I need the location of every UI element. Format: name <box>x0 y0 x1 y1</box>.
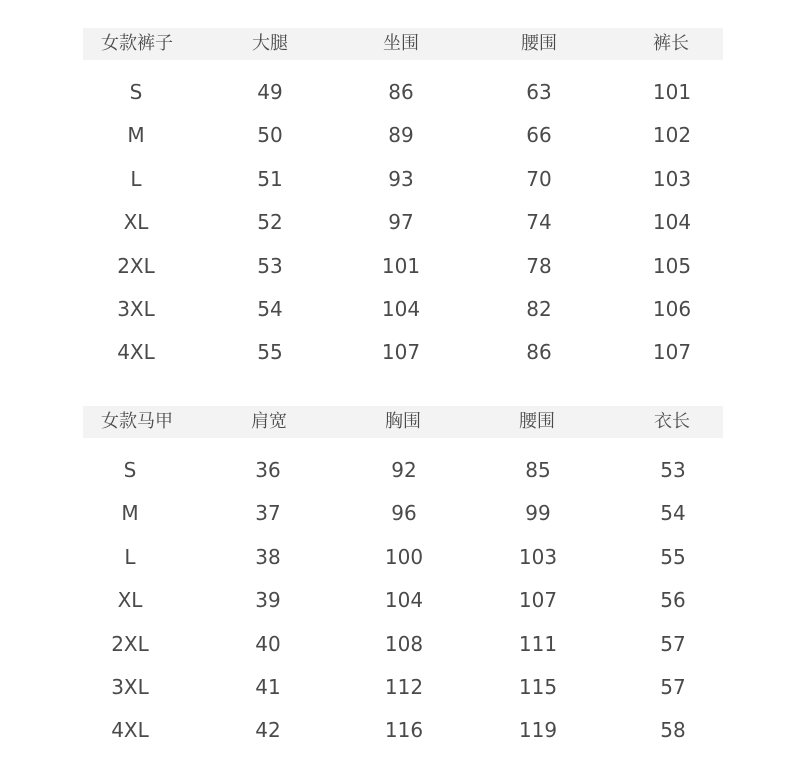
header-cell-length: 衣长 <box>654 411 690 432</box>
measurement-cell: 89 <box>388 123 414 148</box>
measurement-cell: 111 <box>518 631 558 656</box>
size-label-cell: 2XL <box>117 253 155 278</box>
measurement-cell: 96 <box>391 501 417 526</box>
table-row <box>83 579 723 622</box>
table-row <box>83 245 723 288</box>
measurement-cell: 55 <box>257 340 283 365</box>
measurement-cell: 86 <box>388 80 414 104</box>
measurement-cell: 102 <box>652 123 692 148</box>
measurement-cell: 74 <box>526 210 552 235</box>
pants-size-table <box>83 28 723 375</box>
measurement-cell: 82 <box>526 296 552 321</box>
header-cell-pants-length: 裤长 <box>653 33 689 54</box>
size-label-cell: 2XL <box>111 631 149 656</box>
measurement-cell: 85 <box>525 458 551 482</box>
table-row <box>83 158 723 201</box>
measurement-cell: 49 <box>257 80 283 104</box>
measurement-cell: 103 <box>652 166 692 191</box>
header-cell-chest: 胸围 <box>385 411 421 432</box>
table-row <box>83 201 723 244</box>
measurement-cell: 50 <box>257 123 283 148</box>
measurement-cell: 115 <box>518 674 558 699</box>
size-label-cell: L <box>130 166 142 191</box>
header-cell-shoulder: 肩宽 <box>251 411 287 432</box>
size-label-cell: 3XL <box>111 674 149 699</box>
measurement-cell: 116 <box>384 718 424 743</box>
measurement-cell: 39 <box>255 588 281 613</box>
measurement-cell: 93 <box>388 166 414 191</box>
measurement-cell: 53 <box>257 253 283 278</box>
size-label-cell: 3XL <box>117 296 155 321</box>
measurement-cell: 37 <box>255 501 281 526</box>
size-label-cell: XL <box>123 210 149 235</box>
size-label-cell: S <box>129 80 143 104</box>
measurement-cell: 103 <box>518 544 558 569</box>
measurement-cell: 53 <box>660 458 686 482</box>
table-row <box>83 71 723 114</box>
measurement-cell: 92 <box>391 458 417 482</box>
size-label-cell: L <box>124 544 136 569</box>
table-row <box>83 492 723 535</box>
header-cell-waist: 腰围 <box>521 33 557 54</box>
size-label-cell: 4XL <box>111 718 149 743</box>
measurement-cell: 54 <box>257 296 283 321</box>
measurement-cell: 40 <box>255 631 281 656</box>
measurement-cell: 107 <box>381 340 421 365</box>
table-row <box>83 449 723 492</box>
table-row <box>83 114 723 157</box>
measurement-cell: 86 <box>526 340 552 365</box>
header-cell-waist: 腰围 <box>519 411 555 432</box>
measurement-cell: 52 <box>257 210 283 235</box>
measurement-cell: 55 <box>660 544 686 569</box>
measurement-cell: 99 <box>525 501 551 526</box>
measurement-cell: 105 <box>652 253 692 278</box>
measurement-cell: 58 <box>660 718 686 743</box>
measurement-cell: 108 <box>384 631 424 656</box>
size-label-cell: M <box>121 501 139 526</box>
measurement-cell: 41 <box>255 674 281 699</box>
table-header-row <box>83 406 723 438</box>
measurement-cell: 51 <box>257 166 283 191</box>
header-cell-thigh: 大腿 <box>252 33 288 54</box>
header-cell-category: 女款裤子 <box>101 33 173 54</box>
measurement-cell: 101 <box>381 253 421 278</box>
measurement-cell: 78 <box>526 253 552 278</box>
measurement-cell: 104 <box>384 588 424 613</box>
measurement-cell: 57 <box>660 631 686 656</box>
table-row <box>83 709 723 752</box>
measurement-cell: 63 <box>526 80 552 104</box>
measurement-cell: 38 <box>255 544 281 569</box>
measurement-cell: 70 <box>526 166 552 191</box>
table-header-row <box>83 28 723 60</box>
size-label-cell: S <box>123 458 137 482</box>
measurement-cell: 107 <box>652 340 692 365</box>
vest-size-table <box>83 406 723 753</box>
measurement-cell: 119 <box>518 718 558 743</box>
measurement-cell: 54 <box>660 501 686 526</box>
header-cell-category: 女款马甲 <box>101 411 173 432</box>
measurement-cell: 104 <box>652 210 692 235</box>
measurement-cell: 100 <box>384 544 424 569</box>
size-label-cell: 4XL <box>117 340 155 365</box>
table-row <box>83 623 723 666</box>
measurement-cell: 107 <box>518 588 558 613</box>
measurement-cell: 36 <box>255 458 281 482</box>
measurement-cell: 106 <box>652 296 692 321</box>
measurement-cell: 66 <box>526 123 552 148</box>
measurement-cell: 97 <box>388 210 414 235</box>
header-cell-hip: 坐围 <box>383 33 419 54</box>
table-row <box>83 331 723 374</box>
measurement-cell: 112 <box>384 674 424 699</box>
size-label-cell: M <box>127 123 145 148</box>
size-label-cell: XL <box>117 588 143 613</box>
table-row <box>83 288 723 331</box>
measurement-cell: 101 <box>652 80 692 104</box>
measurement-cell: 56 <box>660 588 686 613</box>
table-row <box>83 666 723 709</box>
measurement-cell: 104 <box>381 296 421 321</box>
measurement-cell: 57 <box>660 674 686 699</box>
measurement-cell: 42 <box>255 718 281 743</box>
table-row <box>83 536 723 579</box>
